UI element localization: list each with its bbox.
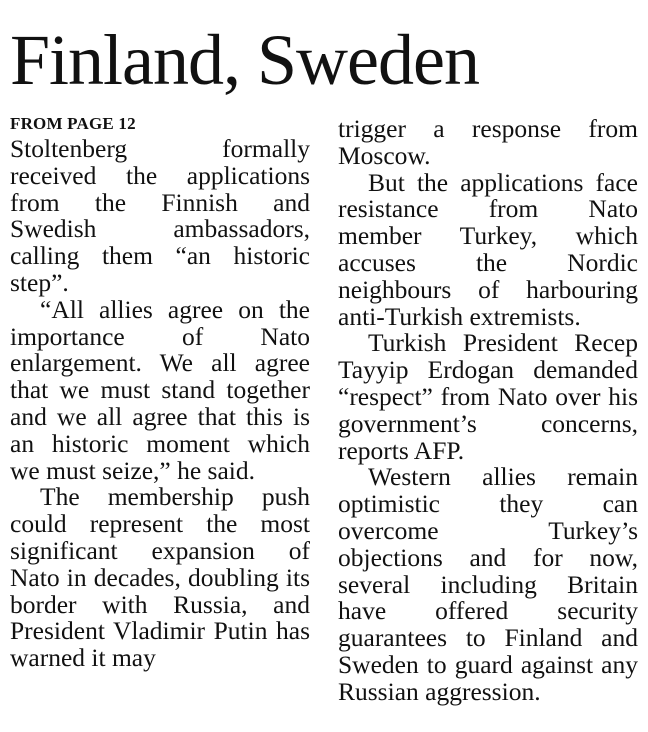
paragraph: But the applications face resistance from Nato member Turkey, which accuses the Nordic neighbours of harbouring anti-Turkish extremists.: [338, 167, 638, 331]
headline: Finland, Sweden: [10, 20, 479, 100]
paragraph: The membership push could represent the most significant expansion of Nato in decades, doubling its border with Russia, and President Vladimir Putin has warned it may: [10, 482, 310, 673]
paragraph: Stoltenberg formally received the applications from the Finnish and Swedish ambassadors, calling them “an historic step”.: [10, 134, 310, 297]
paragraph: Western allies remain optimistic they can overcome Turkey’s objections and for now, several including Britain have offered security guarantees to Finland and Sweden to guard against any Russian aggression.: [338, 462, 638, 706]
left-column: [10, 112, 310, 672]
paragraph: trigger a response from Moscow.: [338, 114, 638, 170]
paragraph: Turkish President Recep Tayyip Erdogan demanded “respect” from Nato over his government’s concerns, reports AFP.: [338, 328, 638, 465]
paragraph: “All allies agree on the importance of Nato enlargement. We all agree that we must stand together and we all agree that this is an historic moment which we must seize,” he said.: [10, 294, 310, 485]
continued-from-label: FROM PAGE 12: [10, 114, 136, 133]
right-column: [338, 116, 638, 706]
